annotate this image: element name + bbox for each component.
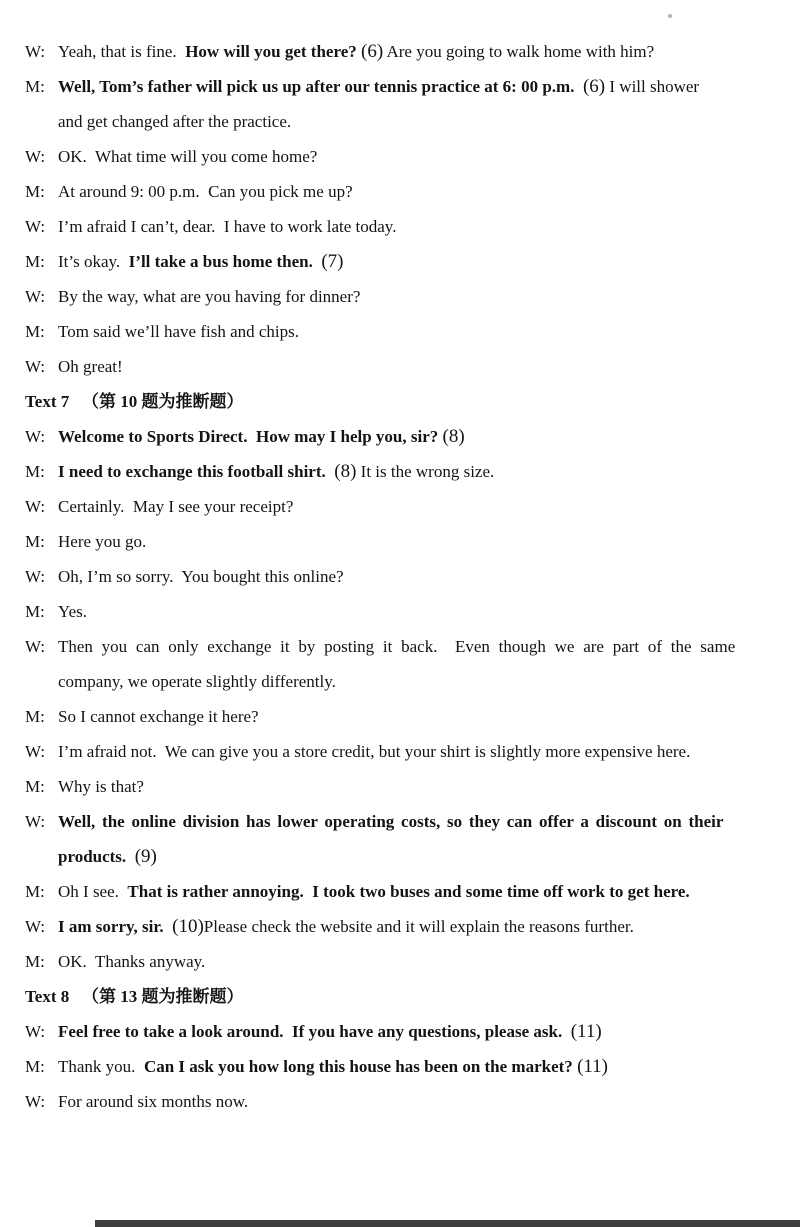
transcript-line [25, 699, 760, 734]
speaker-label: M: [25, 777, 45, 796]
answer-marker: (7) [321, 251, 344, 272]
line-text [58, 804, 760, 874]
answer-marker: (11) [570, 1021, 602, 1042]
transcript-line [25, 909, 760, 944]
dialogue-text: That is rather annoying. I took two buses and some time off work to get here. [127, 882, 690, 901]
transcript-line [25, 769, 760, 804]
speaker-label: W: [25, 917, 46, 936]
transcript-line [25, 244, 760, 279]
speaker-label: M: [25, 182, 45, 201]
dialogue-text: Text 7 （第 10 题为推断题） [25, 392, 244, 411]
dialogue-text: OK. Thanks anyway. [58, 952, 206, 971]
line-text [58, 769, 760, 804]
speaker-label: W: [25, 637, 46, 656]
dialogue-text: Certainly. May I see your receipt? [58, 497, 294, 516]
speaker-label: W: [25, 217, 46, 236]
dialogue-text: Oh I see. [58, 882, 128, 901]
transcript-line [25, 279, 760, 314]
speaker-label: M: [25, 322, 45, 341]
dialogue-text: Yes. [58, 602, 87, 621]
dialogue-text: It is the wrong size. [356, 462, 495, 481]
answer-marker: (8) [334, 461, 357, 482]
transcript-line [25, 1049, 760, 1084]
dialogue-text: Well, the online division has lower operating costs, so they can offer a discount on their [58, 812, 724, 831]
transcript-line [25, 174, 760, 209]
speaker-label: M: [25, 252, 45, 271]
transcript-line [25, 594, 760, 629]
speaker-label: W: [25, 42, 46, 61]
speaker-label: W: [25, 1022, 46, 1041]
speaker-label: M: [25, 707, 45, 726]
line-text [25, 384, 760, 419]
section-heading [25, 384, 760, 419]
transcript-line [25, 349, 760, 384]
dialogue-text: I’ll take a bus home then. [128, 252, 322, 271]
line-text [58, 349, 760, 384]
line-text [58, 34, 760, 69]
transcript-line [25, 489, 760, 524]
dialogue-text: I am sorry, sir. [58, 917, 173, 936]
dialogue-text: I need to exchange this football shirt. [58, 462, 335, 481]
transcript-line [25, 34, 760, 69]
dialogue-text: I’m afraid not. We can give you a store credit, but your shirt is slightly more expensive here. [58, 742, 691, 761]
transcript-line [25, 524, 760, 559]
answer-marker: (11) [577, 1056, 609, 1077]
line-text [25, 979, 760, 1014]
dialogue-text: For around six months now. [58, 1092, 249, 1111]
dialogue-text: Tom said we’ll have fish and chips. [58, 322, 300, 341]
speaker-label: W: [25, 287, 46, 306]
line-text [58, 699, 760, 734]
line-text [58, 1014, 760, 1049]
dialogue-text: It’s okay. [58, 252, 129, 271]
dialogue-text: At around 9: 00 p.m. Can you pick me up? [58, 182, 353, 201]
dialogue-text: Why is that? [58, 777, 144, 796]
dialogue-text: Text 8 （第 13 题为推断题） [25, 987, 244, 1006]
speaker-label: W: [25, 357, 46, 376]
speaker-label: W: [25, 497, 46, 516]
dialogue-text: Can I ask you how long this house has been on the market? [143, 1057, 578, 1076]
dialogue-text: Here you go. [58, 532, 147, 551]
dialogue-text: Feel free to take a look around. If you have any questions, please ask. [58, 1022, 571, 1041]
transcript-line [25, 944, 760, 979]
dialogue-text: Please check the website and it will explain the reasons further. [203, 917, 634, 936]
line-text [58, 944, 760, 979]
speaker-label: W: [25, 742, 46, 761]
transcript-line [25, 139, 760, 174]
dialogue-text: company, we operate slightly differently. [58, 672, 336, 691]
transcript-line [25, 1084, 760, 1119]
speaker-label: W: [25, 567, 46, 586]
dialogue-text: By the way, what are you having for dinner? [58, 287, 361, 306]
transcript-line [25, 209, 760, 244]
line-text [58, 174, 760, 209]
transcript-line [25, 559, 760, 594]
transcript-line [25, 419, 760, 454]
transcript-line [25, 629, 760, 699]
line-text [58, 1049, 760, 1084]
line-text [58, 209, 760, 244]
speaker-label: W: [25, 147, 46, 166]
answer-marker: (6) [582, 76, 606, 97]
dialogue-text: OK. What time will you come home? [58, 147, 318, 166]
dialogue-text: and get changed after the practice. [58, 112, 292, 131]
speaker-label: M: [25, 77, 45, 96]
line-text [58, 489, 760, 524]
transcript-line [25, 314, 760, 349]
line-text [58, 69, 760, 139]
speaker-label: M: [25, 882, 45, 901]
speaker-label: W: [25, 812, 46, 831]
transcript-line [25, 804, 760, 874]
dialogue-text: Yeah, that is fine. [58, 42, 186, 61]
speaker-label: M: [25, 952, 45, 971]
line-text [58, 594, 760, 629]
dialogue-text: How will you get there? [185, 42, 361, 61]
line-text [58, 454, 760, 489]
line-text [58, 419, 760, 454]
line-text [58, 1084, 760, 1119]
line-text [58, 279, 760, 314]
section-heading [25, 979, 760, 1014]
answer-marker: (10) [172, 916, 204, 937]
dialogue-text: Are you going to walk home with him? [383, 42, 655, 61]
speaker-label: M: [25, 1057, 45, 1076]
speaker-label: M: [25, 462, 45, 481]
line-text [58, 559, 760, 594]
dialogue-text: products. [58, 847, 135, 866]
dialogue-text: I’m afraid I can’t, dear. I have to work late today. [58, 217, 397, 236]
dialogue-text: Well, Tom’s father will pick us up after our tennis practice at 6: 00 p.m. [58, 77, 583, 96]
answer-marker: (9) [134, 846, 157, 867]
line-text [58, 629, 760, 699]
line-text [58, 874, 760, 909]
dialogue-text: Oh great! [58, 357, 123, 376]
dialogue-text: Then you can only exchange it by posting it back. Even though we are part of the same [58, 637, 736, 656]
transcript-line [25, 874, 760, 909]
line-text [58, 314, 760, 349]
bottom-crop-bar [95, 1220, 800, 1227]
line-text [58, 909, 760, 944]
dialogue-text: Welcome to Sports Direct. How may I help you, sir? [58, 427, 443, 446]
page-speck [668, 14, 672, 18]
speaker-label: M: [25, 602, 45, 621]
line-text [58, 139, 760, 174]
transcript-line [25, 734, 760, 769]
transcript-line [25, 1014, 760, 1049]
dialogue-text: Oh, I’m so sorry. You bought this online? [58, 567, 344, 586]
dialogue-text: Thank you. [58, 1057, 144, 1076]
speaker-label: M: [25, 532, 45, 551]
speaker-label: W: [25, 427, 46, 446]
transcript [25, 34, 760, 1119]
line-text [58, 734, 760, 769]
transcript-line [25, 454, 760, 489]
answer-marker: (8) [442, 426, 465, 447]
transcript-line [25, 69, 760, 139]
speaker-label: W: [25, 1092, 46, 1111]
dialogue-text: So I cannot exchange it here? [58, 707, 259, 726]
dialogue-text: I will shower [605, 77, 700, 96]
answer-marker: (6) [361, 41, 384, 62]
line-text [58, 244, 760, 279]
line-text [58, 524, 760, 559]
